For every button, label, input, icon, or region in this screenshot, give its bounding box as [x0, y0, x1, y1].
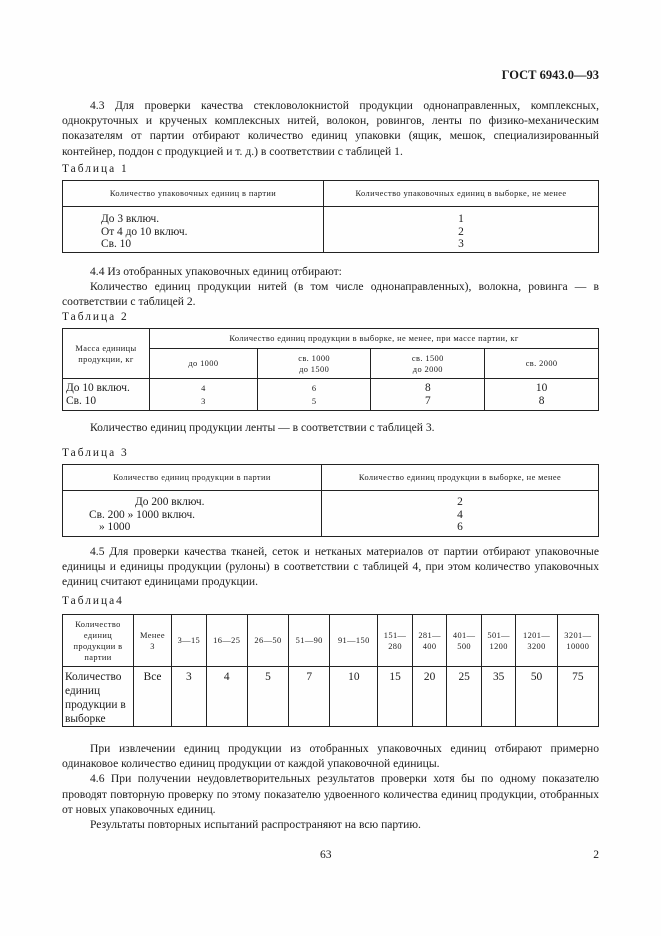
table4-col-header: 401— 500: [447, 615, 482, 667]
table2-col-header: св. 2000: [485, 349, 599, 379]
table2-values: 4 3: [150, 379, 258, 411]
table1-ranges: [63, 207, 324, 253]
table3-row-label: Св. 200 » 1000 включ.: [89, 508, 196, 521]
paragraph-4-3: 4.3 Для проверки качества стекловолокнистой продукции однонаправленных, комплексных, однокруточных и крученых комплексных нитей, волокон, ровингов, ленты по физико-механическим показателям от партии отбирают количество единиц упаковки (ящик, мешок, специализированный контейнер, поддон с продукцией и т. д.) в соответствии с таблицей 1.: [62, 99, 599, 158]
table4-value: 4: [206, 667, 247, 727]
sheet-number: 2: [593, 848, 599, 861]
table4-col-header: 501— 1200: [481, 615, 516, 667]
table2-values: 10 8: [485, 379, 599, 411]
table3-row-label: » 1000: [99, 521, 131, 534]
table4-value: 10: [330, 667, 378, 727]
table4-value: 5: [247, 667, 288, 727]
table1-row-label: До 3 включ.: [101, 213, 160, 225]
table4-col-header: 91—150: [330, 615, 378, 667]
table-3: [62, 464, 599, 537]
table4-value: 20: [412, 667, 447, 727]
table2-col-header: св. 1000 до 1500: [257, 349, 371, 379]
table4-value: Все: [134, 667, 172, 727]
table2-header-mass: Масса единицы продукции, кг: [63, 329, 150, 379]
table-4: [62, 614, 599, 727]
table1-header-packages: Количество упаковочных единиц в партии: [63, 181, 324, 207]
table1-values: [324, 207, 599, 253]
table3-ranges: [63, 491, 322, 537]
paragraph-4-5: 4.5 Для проверки качества тканей, сеток и нетканых материалов от партии отбирают упаковочные единицы и единицы продукции (рулоны) в соответствии с таблицей 4, при этом количество упаковочных единиц считают единицами продукции.: [62, 545, 599, 589]
table4-col-header: 151— 280: [378, 615, 413, 667]
table-1: [62, 180, 599, 253]
table3-row-label: До 200 включ.: [135, 496, 205, 508]
table4-col-header: 51—90: [289, 615, 330, 667]
table2-values: 8 7: [371, 379, 485, 411]
table4-col-header: 16—25: [206, 615, 247, 667]
table2-caption: Таблица 2: [62, 311, 129, 323]
table1-row-label: Св. 10: [101, 238, 132, 251]
paragraph-extraction: При извлечении единиц продукции из отобранных упаковочных единиц отбирают примерно одинаковое количество единиц продукции от каждой упаковочной единицы. 4.6 При получении неудовлетворительных результатов проверки хотя бы по одному показателю проводят повторную проверку по этому показателю удвоенного количества единиц продукции, отобранных от новых упаковочных единиц. Результаты повторных испытаний распространяют на всю партию.: [62, 742, 599, 832]
table1-row-value: 3: [458, 238, 464, 251]
table4-value: 15: [378, 667, 413, 727]
table4-caption: Таблица4: [62, 595, 124, 607]
table2-values: 6 5: [257, 379, 371, 411]
table4-value: 7: [289, 667, 330, 727]
paragraph-4-4: 4.4 Из отобранных упаковочных единиц отбирают: Количество единиц продукции нитей (в том числе однонаправленных), волокна, ровинга — в соответствии с таблицей 2.: [62, 265, 599, 309]
table2-header-sample: Количество единиц продукции в выборке, не менее, при массе партии, кг: [150, 329, 599, 349]
table3-caption: Таблица 3: [62, 447, 129, 459]
table4-row-label-sample: Количество единиц продукции в выборке: [63, 667, 134, 727]
table3-values: 2 4 6: [322, 491, 599, 537]
paragraph-tape: Количество единиц продукции ленты — в соответствии с таблицей 3.: [90, 421, 435, 434]
table3-header-sample: Количество единиц продукции в выборке, не менее: [322, 465, 599, 491]
table4-value: 75: [557, 667, 598, 727]
table4-col-header: 26—50: [247, 615, 288, 667]
table2-row-labels: До 10 включ. Св. 10: [63, 379, 150, 411]
table1-row-value: 2: [458, 225, 464, 238]
table4-col-header: Менее 3: [134, 615, 172, 667]
table1-header-sample: Количество упаковочных единиц в выборке, не менее: [324, 181, 599, 207]
table3-header-batch: Количество единиц продукции в партии: [63, 465, 322, 491]
table4-value: 3: [172, 667, 207, 727]
table4-value: 25: [447, 667, 482, 727]
table4-col-header: 3—15: [172, 615, 207, 667]
table-2: [62, 328, 599, 411]
document-id: ГОСТ 6943.0—93: [501, 68, 599, 82]
table1-caption: Таблица 1: [62, 163, 129, 175]
table4-value: 35: [481, 667, 516, 727]
table1-row-label: От 4 до 10 включ.: [101, 225, 188, 238]
table4-col-header: 281— 400: [412, 615, 447, 667]
table4-col-header: 1201— 3200: [516, 615, 557, 667]
table2-col-header: до 1000: [150, 349, 258, 379]
page-number: 63: [320, 848, 332, 861]
table4-col-header: 3201— 10000: [557, 615, 598, 667]
table2-col-header: св. 1500 до 2000: [371, 349, 485, 379]
table4-header-batch: Количество единиц продукции в партии: [63, 615, 134, 667]
table1-row-value: 1: [458, 213, 464, 225]
table4-value: 50: [516, 667, 557, 727]
